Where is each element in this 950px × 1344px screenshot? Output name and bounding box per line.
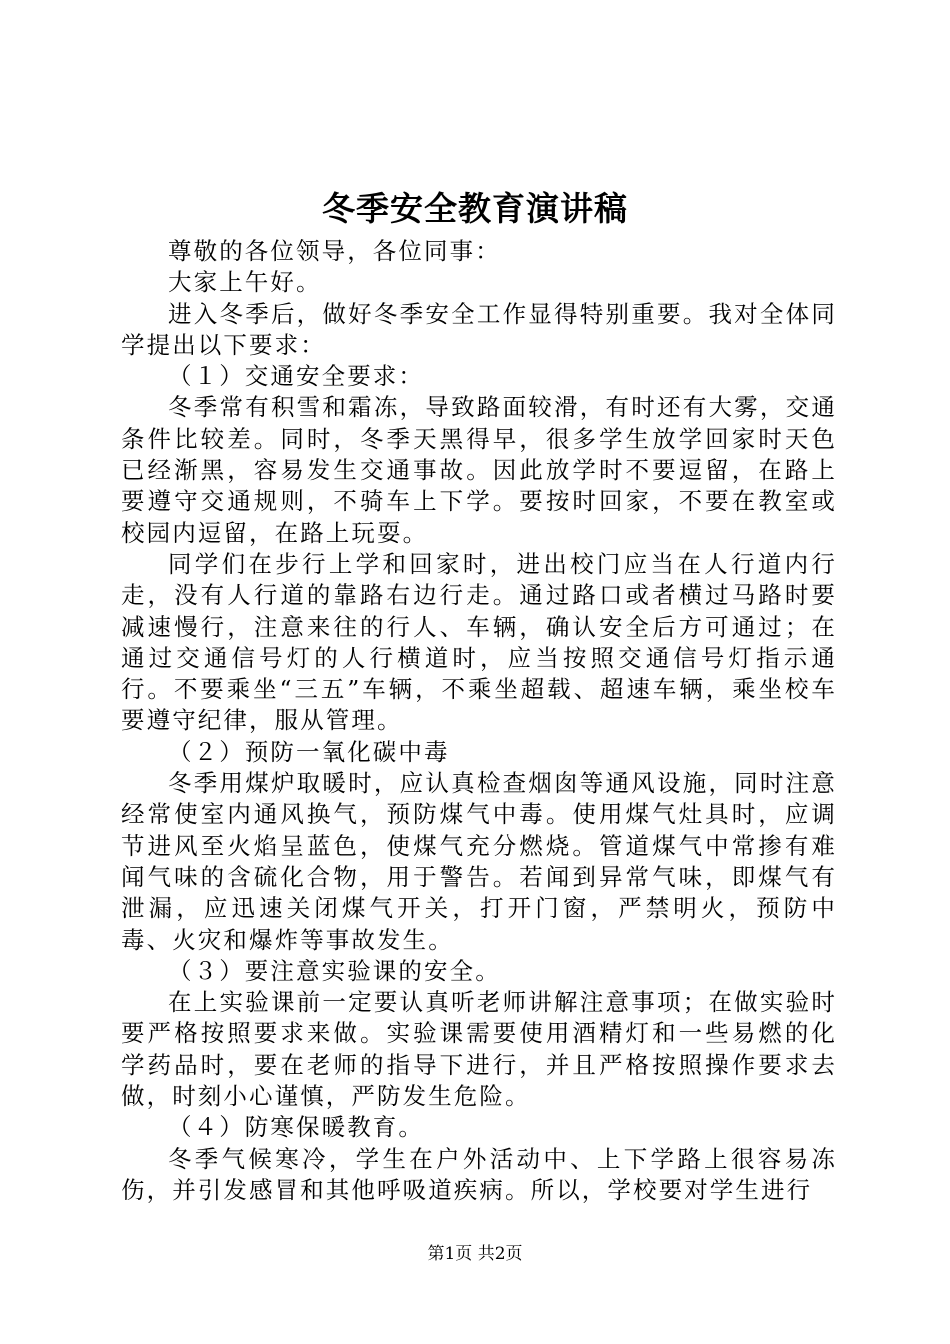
- cold-protection-paragraph: 冬季气候寒冷，学生在户外活动中、上下学路上很容易冻伤，并引发感冒和其他呼吸道疾病。所以，学校要对学生进行: [121, 1144, 837, 1204]
- salutation: 尊敬的各位领导，各位同事：: [168, 237, 501, 265]
- lab-safety-paragraph: 在上实验课前一定要认真听老师讲解注意事项；在做实验时要严格按照要求来做。实验课需要使用酒精灯和一些易燃的化学药品时，要在老师的指导下进行，并且严格按照操作要求去做，时刻小心谨慎，严防发生危险。: [121, 988, 837, 1111]
- document-title: 冬季安全教育演讲稿: [322, 189, 628, 228]
- intro-paragraph: 进入冬季后，做好冬季安全工作显得特别重要。我对全体同学提出以下要求：: [121, 299, 837, 359]
- carbon-monoxide-paragraph: 冬季用煤炉取暖时，应认真检查烟囱等通风设施，同时注意经常使室内通风换气，预防煤气中毒。使用煤气灶具时，应调节进风至火焰呈蓝色，使煤气充分燃烧。管道煤气中常掺有难闻气味的含硫化合物，用于警告。若闻到异常气味，即煤气有泄漏，应迅速关闭煤气开关，打开门窗，严禁明火，预防中毒、火灾和爆炸等事故发生。: [121, 769, 837, 954]
- traffic-paragraph-1: 冬季常有积雪和霜冻，导致路面较滑，有时还有大雾，交通条件比较差。同时，冬季天黑得早，很多学生放学回家时天色已经渐黑，容易发生交通事故。因此放学时不要逗留，在路上要遵守交通规则，不骑车上下学。要按时回家，不要在教室或校园内逗留，在路上玩耍。: [121, 393, 837, 547]
- document-body: [121, 236, 837, 1206]
- section-heading-traffic: （１）交通安全要求：: [168, 362, 424, 391]
- section-heading-cold-protection: （４）防寒保暖教育。: [168, 1113, 424, 1142]
- section-heading-lab-safety: （３）要注意实验课的安全。: [168, 956, 501, 985]
- greeting: 大家上午好。: [168, 268, 322, 297]
- section-heading-carbon-monoxide: （２）预防一氧化碳中毒: [168, 737, 450, 766]
- traffic-paragraph-2: 同学们在步行上学和回家时，进出校门应当在人行道内行走，没有人行道的靠路右边行走。通过路口或者横过马路时要减速慢行，注意来往的行人、车辆，确认安全后方可通过；在通过交通信号灯的人行横道时，应当按照交通信号灯指示通行。不要乘坐“三五”车辆，不乘坐超载、超速车辆，乘坐校车要遵守纪律，服从管理。: [121, 549, 837, 735]
- page-number-footer: 第1页 共2页: [427, 1244, 523, 1264]
